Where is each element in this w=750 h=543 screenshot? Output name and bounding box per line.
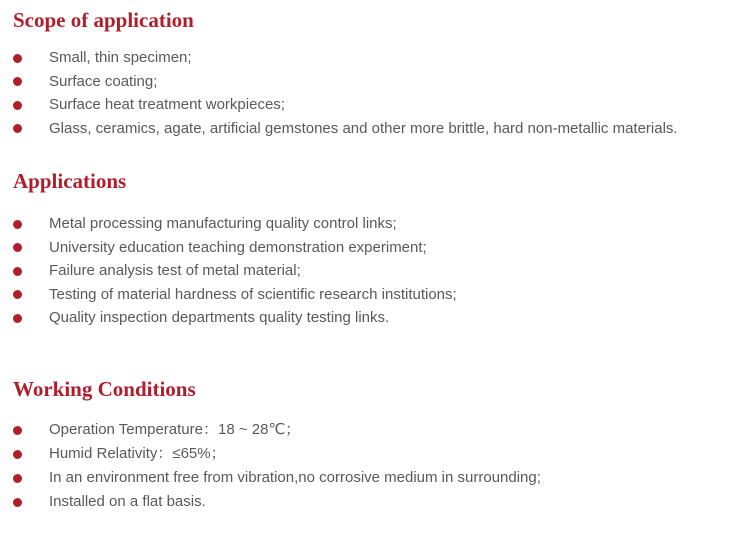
list-item — [0, 418, 541, 442]
list-item-text: In an environment free from vibration,no corrosive medium in surrounding; — [49, 469, 541, 486]
bullet-dot-icon — [13, 498, 22, 507]
working-conditions-list — [0, 418, 541, 514]
list-item — [0, 70, 678, 94]
list-item — [0, 259, 457, 283]
scope-list — [0, 46, 678, 140]
list-item — [0, 306, 457, 330]
bullet-dot-icon — [13, 220, 22, 229]
bullet-dot-icon — [13, 101, 22, 110]
list-item-text: Surface heat treatment workpieces; — [49, 96, 285, 113]
bullet-dot-icon — [13, 77, 22, 86]
list-item — [0, 117, 678, 141]
list-item-text: Failure analysis test of metal material; — [49, 262, 301, 279]
list-item-text: Operation Temperature：18 ~ 28℃； — [49, 421, 301, 438]
bullet-dot-icon — [13, 124, 22, 133]
bullet-dot-icon — [13, 426, 22, 435]
bullet-dot-icon — [13, 267, 22, 276]
bullet-dot-icon — [13, 474, 22, 483]
list-item-text: Quality inspection departments quality testing links. — [49, 309, 390, 326]
list-item — [0, 283, 457, 307]
bullet-dot-icon — [13, 290, 22, 299]
bullet-dot-icon — [13, 243, 22, 252]
list-item — [0, 93, 678, 117]
bullet-dot-icon — [13, 54, 22, 63]
list-item — [0, 212, 457, 236]
list-item-text: Surface coating; — [49, 72, 158, 90]
section-title-applications: Applications — [13, 169, 127, 193]
list-item — [0, 490, 541, 514]
applications-list — [0, 212, 457, 330]
list-item-text: Humid Relativity：≤65%； — [49, 445, 226, 462]
list-item-text: Testing of material hardness of scientific research institutions; — [49, 285, 457, 303]
list-item — [0, 466, 541, 490]
list-item — [0, 442, 541, 466]
list-item-text: University education teaching demonstration experiment; — [49, 238, 427, 256]
list-item-text: Installed on a flat basis. — [49, 493, 206, 510]
list-item — [0, 46, 678, 70]
list-item-text: Metal processing manufacturing quality control links; — [49, 215, 397, 232]
section-title-scope: Scope of application — [13, 8, 194, 32]
bullet-dot-icon — [13, 450, 22, 459]
list-item — [0, 236, 457, 260]
list-item-text: Small, thin specimen; — [49, 49, 192, 66]
list-item-text: Glass, ceramics, agate, artificial gemstones and other more brittle, hard non-metallic materials. — [49, 119, 678, 137]
bullet-dot-icon — [13, 314, 22, 323]
section-title-working-conditions: Working Conditions — [13, 377, 196, 401]
